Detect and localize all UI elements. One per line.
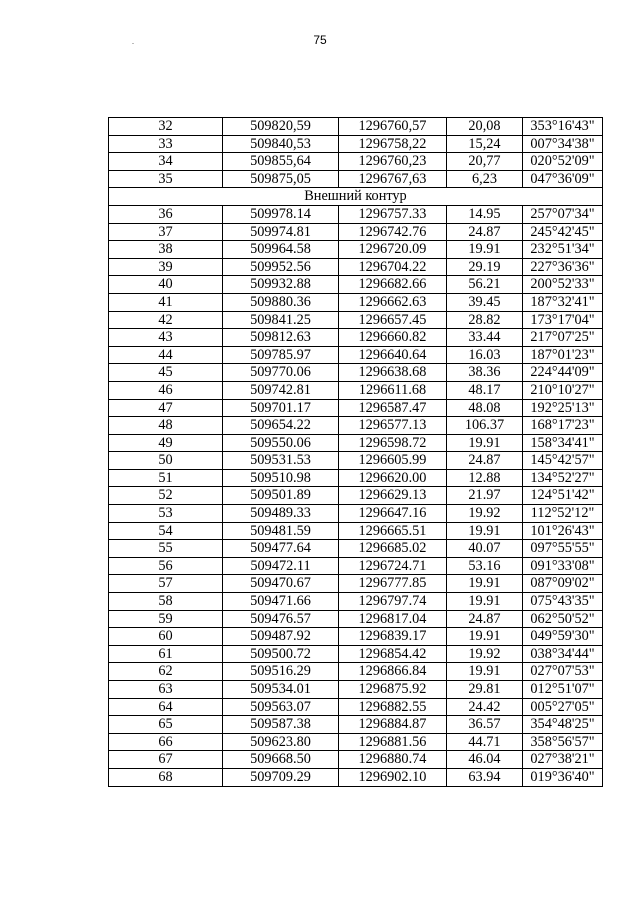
table-row	[109, 716, 603, 734]
table-row	[109, 118, 603, 136]
point-number-cell: 59	[109, 610, 223, 628]
x-coordinate-cell: 509770.06	[223, 364, 339, 382]
y-coordinate-cell: 1296662.63	[339, 293, 447, 311]
table-row	[109, 434, 603, 452]
y-coordinate-cell: 1296839.17	[339, 628, 447, 646]
table-row	[109, 628, 603, 646]
point-number-cell: 38	[109, 241, 223, 259]
length-cell: 15,24	[447, 135, 523, 153]
x-coordinate-cell: 509623.80	[223, 733, 339, 751]
point-number-cell: 41	[109, 293, 223, 311]
y-coordinate-cell: 1296760,23	[339, 153, 447, 171]
y-coordinate-cell: 1296881.56	[339, 733, 447, 751]
length-cell: 48.08	[447, 399, 523, 417]
point-number-cell: 48	[109, 417, 223, 435]
y-coordinate-cell: 1296598.72	[339, 434, 447, 452]
length-cell: 33.44	[447, 329, 523, 347]
section-title: Внешний контур	[109, 188, 603, 206]
bearing-cell: 145°42'57"	[523, 452, 603, 470]
length-cell: 21.97	[447, 487, 523, 505]
bearing-cell: 027°07'53"	[523, 663, 603, 681]
bearing-cell: 232°51'34"	[523, 241, 603, 259]
x-coordinate-cell: 509487.92	[223, 628, 339, 646]
x-coordinate-cell: 509500.72	[223, 645, 339, 663]
point-number-cell: 32	[109, 118, 223, 136]
x-coordinate-cell: 509550.06	[223, 434, 339, 452]
table-row	[109, 205, 603, 223]
table-row	[109, 153, 603, 171]
length-cell: 39.45	[447, 293, 523, 311]
x-coordinate-cell: 509471.66	[223, 593, 339, 611]
table-row	[109, 540, 603, 558]
table-row	[109, 575, 603, 593]
table-row	[109, 223, 603, 241]
table-row	[109, 452, 603, 470]
bearing-cell: 087°09'02"	[523, 575, 603, 593]
x-coordinate-cell: 509531.53	[223, 452, 339, 470]
bearing-cell: 005°27'05"	[523, 698, 603, 716]
length-cell: 20,77	[447, 153, 523, 171]
table-row	[109, 593, 603, 611]
y-coordinate-cell: 1296875.92	[339, 681, 447, 699]
y-coordinate-cell: 1296884.87	[339, 716, 447, 734]
length-cell: 19.92	[447, 505, 523, 523]
y-coordinate-cell: 1296660.82	[339, 329, 447, 347]
length-cell: 14.95	[447, 205, 523, 223]
bearing-cell: 227°36'36"	[523, 258, 603, 276]
x-coordinate-cell: 509501.89	[223, 487, 339, 505]
x-coordinate-cell: 509978.14	[223, 205, 339, 223]
x-coordinate-cell: 509841.25	[223, 311, 339, 329]
point-number-cell: 49	[109, 434, 223, 452]
x-coordinate-cell: 509855,64	[223, 153, 339, 171]
y-coordinate-cell: 1296685.02	[339, 540, 447, 558]
y-coordinate-cell: 1296665.51	[339, 522, 447, 540]
y-coordinate-cell: 1296742.76	[339, 223, 447, 241]
bearing-cell: 257°07'34"	[523, 205, 603, 223]
y-coordinate-cell: 1296817.04	[339, 610, 447, 628]
length-cell: 6,23	[447, 170, 523, 188]
table-row	[109, 417, 603, 435]
x-coordinate-cell: 509742.81	[223, 381, 339, 399]
point-number-cell: 62	[109, 663, 223, 681]
length-cell: 19.91	[447, 628, 523, 646]
bearing-cell: 101°26'43"	[523, 522, 603, 540]
y-coordinate-cell: 1296720.09	[339, 241, 447, 259]
table-row	[109, 241, 603, 259]
bearing-cell: 049°59'30"	[523, 628, 603, 646]
length-cell: 36.57	[447, 716, 523, 734]
y-coordinate-cell: 1296767,63	[339, 170, 447, 188]
length-cell: 24.87	[447, 452, 523, 470]
length-cell: 38.36	[447, 364, 523, 382]
length-cell: 28.82	[447, 311, 523, 329]
table-row	[109, 381, 603, 399]
bearing-cell: 192°25'13"	[523, 399, 603, 417]
table-row	[109, 364, 603, 382]
y-coordinate-cell: 1296647.16	[339, 505, 447, 523]
bearing-cell: 200°52'33"	[523, 276, 603, 294]
point-number-cell: 53	[109, 505, 223, 523]
table-row	[109, 645, 603, 663]
x-coordinate-cell: 509840,53	[223, 135, 339, 153]
x-coordinate-cell: 509516.29	[223, 663, 339, 681]
point-number-cell: 44	[109, 346, 223, 364]
table-row	[109, 733, 603, 751]
y-coordinate-cell: 1296587.47	[339, 399, 447, 417]
point-number-cell: 37	[109, 223, 223, 241]
length-cell: 53.16	[447, 557, 523, 575]
y-coordinate-cell: 1296704.22	[339, 258, 447, 276]
point-number-cell: 51	[109, 469, 223, 487]
x-coordinate-cell: 509477.64	[223, 540, 339, 558]
y-coordinate-cell: 1296854.42	[339, 645, 447, 663]
x-coordinate-cell: 509701.17	[223, 399, 339, 417]
x-coordinate-cell: 509470.67	[223, 575, 339, 593]
table-row	[109, 505, 603, 523]
bearing-cell: 020°52'09"	[523, 153, 603, 171]
length-cell: 29.81	[447, 681, 523, 699]
point-number-cell: 58	[109, 593, 223, 611]
bearing-cell: 027°38'21"	[523, 751, 603, 769]
bearing-cell: 019°36'40"	[523, 768, 603, 786]
bearing-cell: 038°34'44"	[523, 645, 603, 663]
bearing-cell: 187°01'23"	[523, 346, 603, 364]
x-coordinate-cell: 509880.36	[223, 293, 339, 311]
point-number-cell: 33	[109, 135, 223, 153]
x-coordinate-cell: 509964.58	[223, 241, 339, 259]
point-number-cell: 50	[109, 452, 223, 470]
table-row	[109, 258, 603, 276]
point-number-cell: 56	[109, 557, 223, 575]
bearing-cell: 091°33'08"	[523, 557, 603, 575]
table-row	[109, 681, 603, 699]
point-number-cell: 45	[109, 364, 223, 382]
table-row	[109, 399, 603, 417]
point-number-cell: 36	[109, 205, 223, 223]
y-coordinate-cell: 1296757.33	[339, 205, 447, 223]
y-coordinate-cell: 1296638.68	[339, 364, 447, 382]
table-row	[109, 698, 603, 716]
length-cell: 24.87	[447, 610, 523, 628]
length-cell: 24.42	[447, 698, 523, 716]
point-number-cell: 35	[109, 170, 223, 188]
x-coordinate-cell: 509812.63	[223, 329, 339, 347]
length-cell: 48.17	[447, 381, 523, 399]
y-coordinate-cell: 1296620.00	[339, 469, 447, 487]
y-coordinate-cell: 1296866.84	[339, 663, 447, 681]
x-coordinate-cell: 509709.29	[223, 768, 339, 786]
point-number-cell: 68	[109, 768, 223, 786]
bearing-cell: 210°10'27"	[523, 381, 603, 399]
section-row	[109, 188, 603, 206]
bearing-cell: 124°51'42"	[523, 487, 603, 505]
length-cell: 19.91	[447, 241, 523, 259]
page-number: 75	[313, 33, 327, 47]
table-row	[109, 329, 603, 347]
length-cell: 63.94	[447, 768, 523, 786]
table-row	[109, 663, 603, 681]
y-coordinate-cell: 1296797.74	[339, 593, 447, 611]
point-number-cell: 65	[109, 716, 223, 734]
bearing-cell: 047°36'09"	[523, 170, 603, 188]
point-number-cell: 67	[109, 751, 223, 769]
y-coordinate-cell: 1296724.71	[339, 557, 447, 575]
bearing-cell: 173°17'04"	[523, 311, 603, 329]
length-cell: 12.88	[447, 469, 523, 487]
table-row	[109, 293, 603, 311]
x-coordinate-cell: 509785.97	[223, 346, 339, 364]
y-coordinate-cell: 1296629.13	[339, 487, 447, 505]
table-row	[109, 311, 603, 329]
bearing-cell: 245°42'45"	[523, 223, 603, 241]
length-cell: 19.91	[447, 663, 523, 681]
table-row	[109, 522, 603, 540]
x-coordinate-cell: 509875,05	[223, 170, 339, 188]
point-number-cell: 43	[109, 329, 223, 347]
bearing-cell: 217°07'25"	[523, 329, 603, 347]
table-row	[109, 557, 603, 575]
scan-speck	[132, 43, 134, 44]
length-cell: 106.37	[447, 417, 523, 435]
table-row	[109, 469, 603, 487]
point-number-cell: 64	[109, 698, 223, 716]
table-row	[109, 768, 603, 786]
y-coordinate-cell: 1296758,22	[339, 135, 447, 153]
point-number-cell: 60	[109, 628, 223, 646]
table-row	[109, 170, 603, 188]
table-row	[109, 610, 603, 628]
coordinates-table	[108, 117, 603, 787]
length-cell: 16.03	[447, 346, 523, 364]
bearing-cell: 075°43'35"	[523, 593, 603, 611]
y-coordinate-cell: 1296777.85	[339, 575, 447, 593]
length-cell: 19.91	[447, 522, 523, 540]
bearing-cell: 168°17'23"	[523, 417, 603, 435]
point-number-cell: 63	[109, 681, 223, 699]
table-row	[109, 276, 603, 294]
point-number-cell: 34	[109, 153, 223, 171]
point-number-cell: 40	[109, 276, 223, 294]
bearing-cell: 097°55'55"	[523, 540, 603, 558]
point-number-cell: 54	[109, 522, 223, 540]
y-coordinate-cell: 1296611.68	[339, 381, 447, 399]
x-coordinate-cell: 509481.59	[223, 522, 339, 540]
y-coordinate-cell: 1296880.74	[339, 751, 447, 769]
point-number-cell: 39	[109, 258, 223, 276]
table-row	[109, 346, 603, 364]
length-cell: 29.19	[447, 258, 523, 276]
x-coordinate-cell: 509974.81	[223, 223, 339, 241]
bearing-cell: 007°34'38"	[523, 135, 603, 153]
x-coordinate-cell: 509668.50	[223, 751, 339, 769]
x-coordinate-cell: 509820,59	[223, 118, 339, 136]
table-row	[109, 751, 603, 769]
y-coordinate-cell: 1296902.10	[339, 768, 447, 786]
bearing-cell: 358°56'57"	[523, 733, 603, 751]
length-cell: 19.92	[447, 645, 523, 663]
bearing-cell: 062°50'52"	[523, 610, 603, 628]
x-coordinate-cell: 509932.88	[223, 276, 339, 294]
length-cell: 46.04	[447, 751, 523, 769]
y-coordinate-cell: 1296882.55	[339, 698, 447, 716]
length-cell: 40.07	[447, 540, 523, 558]
y-coordinate-cell: 1296577.13	[339, 417, 447, 435]
y-coordinate-cell: 1296760,57	[339, 118, 447, 136]
point-number-cell: 52	[109, 487, 223, 505]
point-number-cell: 47	[109, 399, 223, 417]
x-coordinate-cell: 509489.33	[223, 505, 339, 523]
x-coordinate-cell: 509476.57	[223, 610, 339, 628]
length-cell: 56.21	[447, 276, 523, 294]
point-number-cell: 55	[109, 540, 223, 558]
point-number-cell: 46	[109, 381, 223, 399]
length-cell: 20,08	[447, 118, 523, 136]
x-coordinate-cell: 509563.07	[223, 698, 339, 716]
point-number-cell: 61	[109, 645, 223, 663]
bearing-cell: 187°32'41"	[523, 293, 603, 311]
table-row	[109, 487, 603, 505]
x-coordinate-cell: 509472.11	[223, 557, 339, 575]
bearing-cell: 158°34'41"	[523, 434, 603, 452]
y-coordinate-cell: 1296605.99	[339, 452, 447, 470]
point-number-cell: 42	[109, 311, 223, 329]
y-coordinate-cell: 1296682.66	[339, 276, 447, 294]
bearing-cell: 012°51'07"	[523, 681, 603, 699]
x-coordinate-cell: 509534.01	[223, 681, 339, 699]
length-cell: 24.87	[447, 223, 523, 241]
y-coordinate-cell: 1296640.64	[339, 346, 447, 364]
x-coordinate-cell: 509654.22	[223, 417, 339, 435]
bearing-cell: 354°48'25"	[523, 716, 603, 734]
table-row	[109, 135, 603, 153]
y-coordinate-cell: 1296657.45	[339, 311, 447, 329]
length-cell: 19.91	[447, 575, 523, 593]
length-cell: 19.91	[447, 434, 523, 452]
x-coordinate-cell: 509510.98	[223, 469, 339, 487]
bearing-cell: 224°44'09"	[523, 364, 603, 382]
bearing-cell: 112°52'12"	[523, 505, 603, 523]
length-cell: 19.91	[447, 593, 523, 611]
x-coordinate-cell: 509587.38	[223, 716, 339, 734]
point-number-cell: 57	[109, 575, 223, 593]
x-coordinate-cell: 509952.56	[223, 258, 339, 276]
point-number-cell: 66	[109, 733, 223, 751]
bearing-cell: 134°52'27"	[523, 469, 603, 487]
length-cell: 44.71	[447, 733, 523, 751]
bearing-cell: 353°16'43"	[523, 118, 603, 136]
